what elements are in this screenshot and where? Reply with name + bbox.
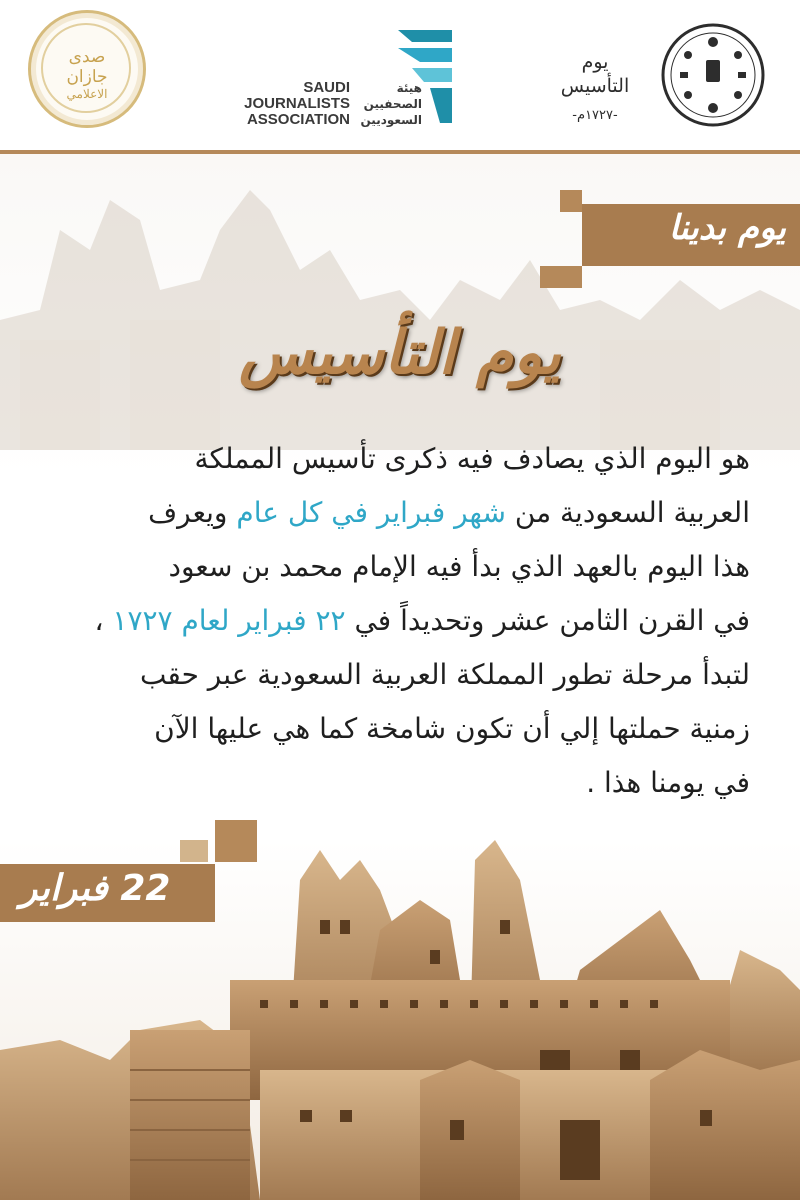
ribbon-top bbox=[582, 204, 800, 266]
paragraph-line-4: في القرن الثامن عشر وتحديداً في ٢٢ فبراير لعام ١٧٢٧ ، bbox=[94, 604, 750, 637]
ribbon-bottom-date: 22 فبراير bbox=[20, 868, 171, 909]
paragraph-line-5: لتبدأ مرحلة تطور المملكة العربية السعودية عبر حقب bbox=[139, 658, 750, 691]
decor-square bbox=[560, 190, 582, 212]
founding-day-logo-text: يوم التأسيس bbox=[560, 51, 630, 97]
header-bar bbox=[0, 0, 800, 154]
paragraph-line-2: العربية السعودية من شهر فبراير في كل عام ويعرف bbox=[148, 496, 750, 529]
highlight-date: ٢٢ فبراير لعام ١٧٢٧ bbox=[112, 604, 346, 637]
ribbon-top-text: يوم بدينا bbox=[668, 208, 786, 248]
page-title: يوم التأسيس bbox=[239, 318, 561, 388]
sada-jazan-logo-icon bbox=[28, 10, 146, 128]
founding-day-logo-year: -١٧٢٧م- bbox=[572, 108, 618, 123]
sada-jazan-logo-text: صدى جازان الاعلامي bbox=[66, 47, 108, 101]
sja-arabic-name: هيئة الصحفيين السعوديين bbox=[360, 81, 422, 127]
sja-english-name: SAUDI JOURNALISTS ASSOCIATION bbox=[244, 79, 350, 128]
founding-day-logo bbox=[540, 20, 780, 140]
paragraph-line-3: هذا اليوم بالعهد الذي بدأ فيه الإمام محمد بن سعود bbox=[168, 550, 750, 583]
diriyah-ruins-illustration bbox=[0, 820, 800, 1200]
paragraph-line-7: في يومنا هذا . bbox=[586, 766, 750, 799]
decor-square bbox=[540, 266, 582, 288]
body-paragraph bbox=[50, 432, 750, 810]
highlight-month: شهر فبراير في كل عام bbox=[236, 496, 506, 529]
paragraph-line-6: زمنية حملتها إلي أن تكون شامخة كما هي عليها الآن bbox=[154, 712, 750, 745]
founding-day-seal-icon bbox=[658, 20, 768, 130]
saudi-journalists-association-logo bbox=[240, 28, 470, 138]
paragraph-line-1: هو اليوم الذي يصادف فيه ذكرى تأسيس المملكة bbox=[194, 442, 750, 475]
